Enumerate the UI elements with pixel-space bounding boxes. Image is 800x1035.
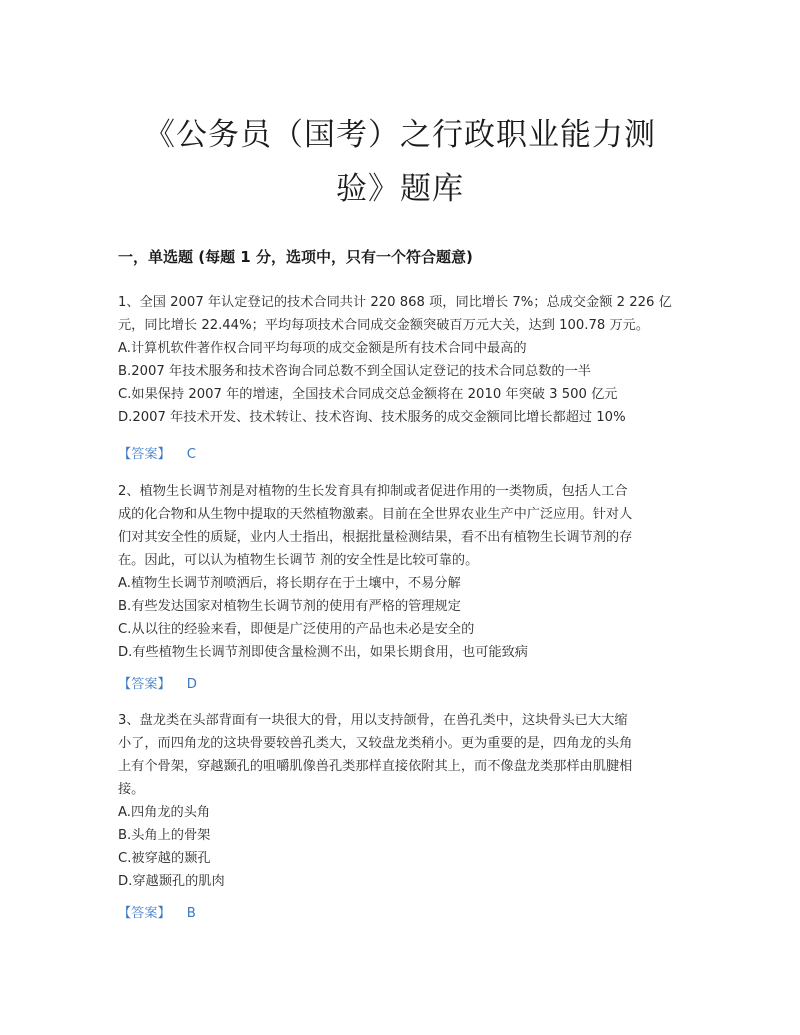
answer-label: 【答案】 bbox=[118, 906, 171, 921]
answer-value: D bbox=[186, 677, 197, 692]
option-d: D.2007 年技术开发、技术转让、技术咨询、技术服务的成交金额同比增长都超过 10% bbox=[118, 410, 626, 425]
title-line-1: 《公务员（国考）之行政职业能力测 bbox=[144, 117, 656, 153]
option-b: B.有些发达国家对植物生长调节剂的使用有严格的管理规定 bbox=[118, 599, 461, 614]
option-c: C.从以往的经验来看，即便是广泛使用的产品也未必是安全的 bbox=[118, 622, 475, 637]
section-heading: 一，单选题 (每题 1 分，选项中，只有一个符合题意) bbox=[118, 248, 473, 266]
question-1 bbox=[118, 291, 688, 429]
answer-label: 【答案】 bbox=[118, 677, 171, 692]
question-2 bbox=[118, 480, 688, 664]
question-text-line: 2、植物生长调节剂是对植物的生长发育具有抑制或者促进作用的一类物质，包括人工合 bbox=[118, 484, 628, 499]
question-text-line: 在。因此，可以认为植物生长调节 剂的安全性是比较可靠的。 bbox=[118, 553, 479, 568]
option-b: B.2007 年技术服务和技术咨询合同总数不到全国认定登记的技术合同总数的一半 bbox=[118, 364, 591, 379]
option-a: A.计算机软件著作权合同平均每项的成交金额是所有技术合同中最高的 bbox=[118, 341, 527, 356]
option-b: B.头角上的骨架 bbox=[118, 828, 211, 843]
answer-1 bbox=[118, 443, 196, 462]
answer-2 bbox=[118, 673, 197, 692]
question-text-line: 接。 bbox=[118, 782, 145, 797]
option-c: C.被穿越的颞孔 bbox=[118, 851, 211, 866]
question-text-line: 元，同比增长 22.44%；平均每项技术合同成交金额突破百万元大关，达到 100.78 万元。 bbox=[118, 318, 649, 333]
question-text-line: 3、盘龙类在头部背面有一块很大的骨，用以支持颌骨，在兽孔类中，这块骨头已大大缩 bbox=[118, 713, 628, 728]
question-3 bbox=[118, 709, 688, 893]
option-d: D.穿越颞孔的肌肉 bbox=[118, 874, 225, 889]
question-text-line: 成的化合物和从生物中提取的天然植物激素。目前在全世界农业生产中广泛应用。针对人 bbox=[118, 507, 633, 522]
answer-3 bbox=[118, 902, 196, 921]
document-title bbox=[100, 108, 700, 216]
option-d: D.有些植物生长调节剂即使含量检测不出，如果长期食用，也可能致病 bbox=[118, 645, 528, 660]
option-c: C.如果保持 2007 年的增速，全国技术合同成交总金额将在 2010 年突破 3 500 亿元 bbox=[118, 387, 618, 402]
question-text-line: 1、全国 2007 年认定登记的技术合同共计 220 868 项，同比增长 7%；总成交金额 2 226 亿 bbox=[118, 295, 672, 310]
option-a: A.植物生长调节剂喷洒后，将长期存在于土壤中，不易分解 bbox=[118, 576, 461, 591]
question-text-line: 小了，而四角龙的这块骨要较兽孔类大，又较盘龙类稍小。更为重要的是，四角龙的头角 bbox=[118, 736, 633, 751]
option-a: A.四角龙的头角 bbox=[118, 805, 211, 820]
question-text-line: 上有个骨架，穿越颞孔的咀嚼肌像兽孔类那样直接依附其上，而不像盘龙类那样由肌腱相 bbox=[118, 759, 633, 774]
answer-label: 【答案】 bbox=[118, 447, 171, 462]
question-text-line: 们对其安全性的质疑，业内人士指出，根据批量检测结果，看不出有植物生长调节剂的存 bbox=[118, 530, 633, 545]
answer-value: B bbox=[186, 906, 196, 921]
title-line-2: 验》题库 bbox=[336, 171, 464, 207]
answer-value: C bbox=[186, 447, 196, 462]
